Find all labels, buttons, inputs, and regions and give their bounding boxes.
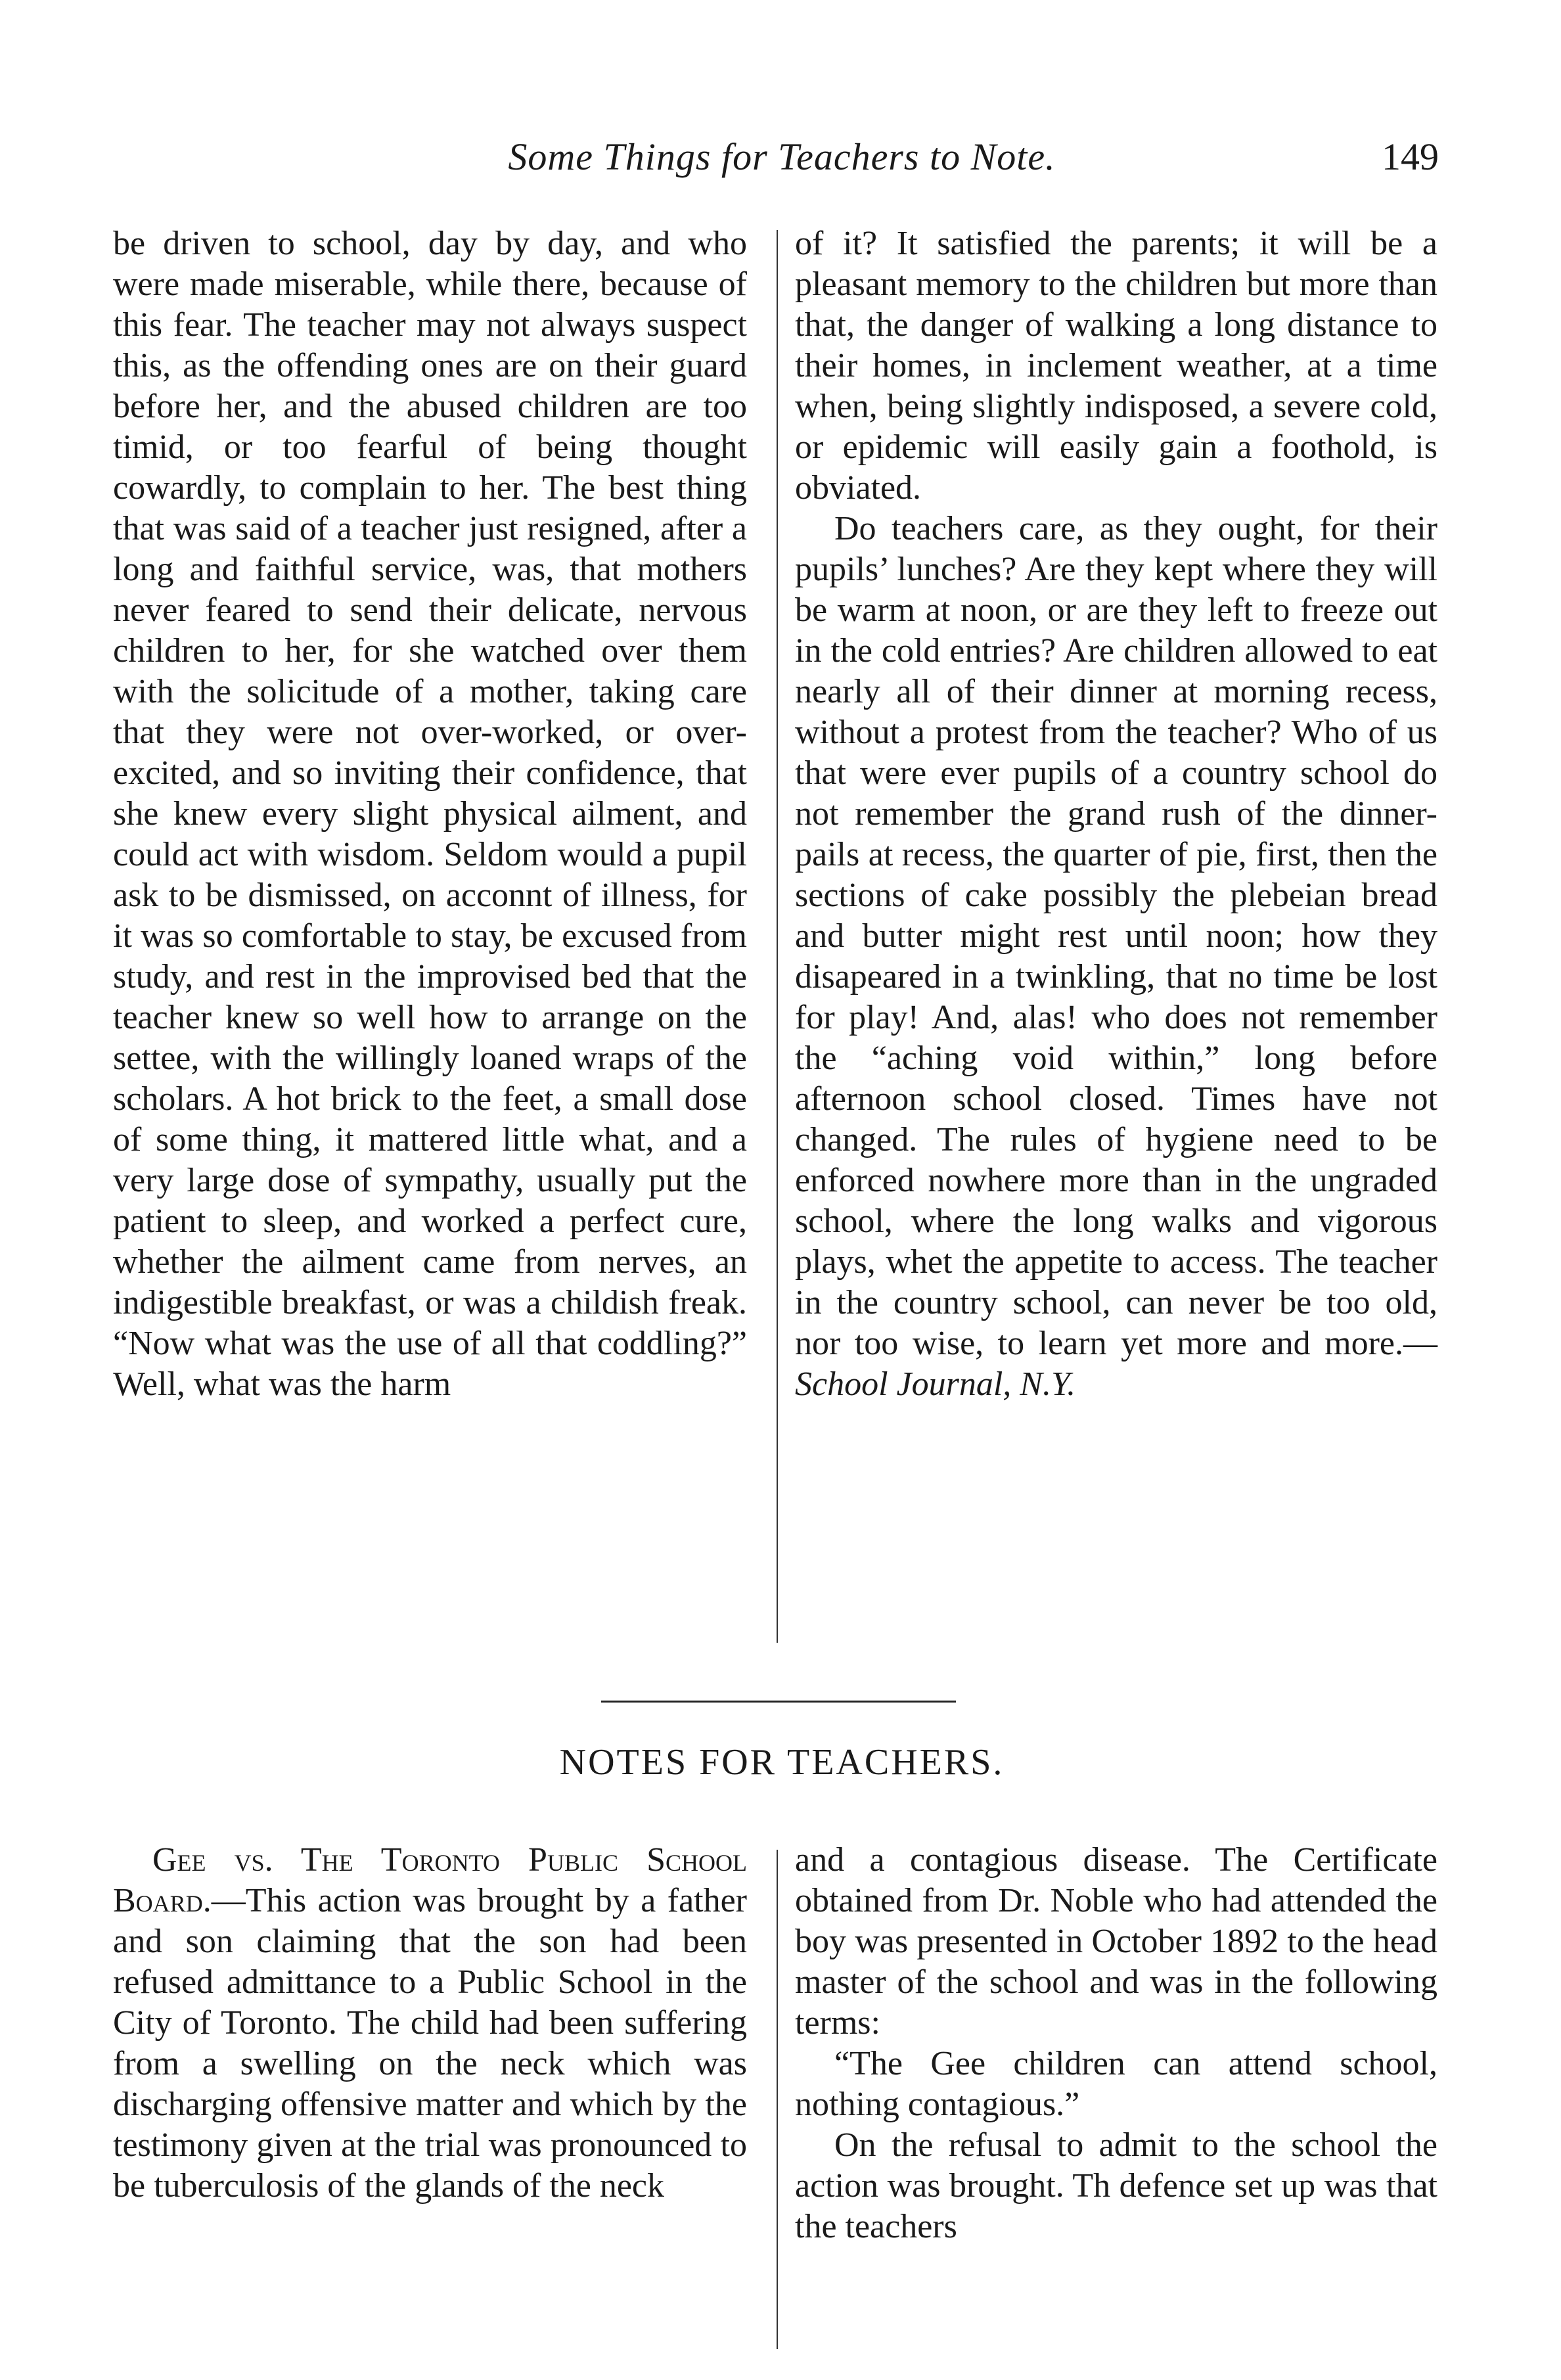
section-heading: NOTES FOR TEACHERS. [559,1742,1005,1783]
notes-right-column [795,1840,1437,2247]
article-right-paragraph-2 [795,509,1437,1405]
article-right-column [795,223,1437,1405]
column-divider-top [777,230,778,1643]
case-title: Gee vs. The Toronto Public School Board. [113,1841,747,1919]
article-source: School Journal, N.Y. [795,1365,1076,1403]
column-divider-bottom [777,1850,778,2349]
notes-left-text: —This action was brought by a father and son claiming that the son had been refused admittance to a Public School in the City of Toronto. The child had been suffering from a swelling on the neck which was discharging offensive matter and which by the testimony given at the trial was pronounced to be tuberculosis of the glands of the neck [113,1882,747,2205]
running-head [112,135,1452,187]
notes-right-paragraph-1: and a contagious disease. The Certificate obtained from Dr. Noble who had attended the boy was presented in October 1892 to the head master of the school and was in the following terms: [795,1841,1437,2042]
notes-right-paragraph-3: On the refusal to admit to the school the action was brought. Th defence set up was that the teachers [795,2126,1437,2245]
notes-left-paragraph [113,1840,747,2207]
running-title: Some Things for Teachers to Note. [508,135,1056,178]
article-right-paragraph-1: of it? It satisfied the parents; it will be a pleasant memory to the children but more than that, the danger of walking a long distance to their homes, in inclement weather, at a time when, being slightly indisposed, a severe cold, or epidemic will easily gain a foothold, is obviated. [795,225,1437,507]
page-number: 149 [1382,135,1439,178]
article-right-paragraph-2-text: Do teachers care, as they ought, for their pupils’ lunches? Are they kept where they will be warm at noon, or are they left to freeze out in the cold entries? Are children allowed to eat nearly all of their dinner at morning recess, without a protest from the teacher? Who of us that were ever pupils of a country school do not remember the grand rush of the dinner-pails at recess, the quarter of pie, first, then the sections of cake possibly the plebeian bread and butter might rest until noon; how they disapeared in a twinkling, that no time be lost for play! And, alas! who does not remember the “aching void within,” long before afternoon school closed. Times have not changed. The rules of hygiene need to be enforced nowhere more than in the ungraded school, where the long walks and vigorous plays, whet the appetite to access. The teacher in the country school, can never be too old, nor too wise, to learn yet more and more.— [795,510,1437,1362]
notes-left-column [113,1840,747,2207]
article-left-column [113,223,747,1405]
notes-right-quote: “The Gee children can attend school, nothing contagious.” [795,2045,1437,2123]
section-divider-rule [601,1701,956,1703]
article-left-paragraph: be driven to school, day by day, and who were made miserable, while there, because of this fear. The teacher may not always suspect this, as the offending ones are on their guard before her, and the abused children are too timid, or too fearful of being thought cowardly, to complain to her. The best thing that was said of a teacher just resigned, after a long and faithful service, was, that mothers never feared to send their delicate, nervous children to her, for she watched over them with the solicitude of a mother, taking care that they were not over-worked, or over-excited, and so inviting their confidence, that she knew every slight physical ailment, and could act with wisdom. Seldom would a pupil ask to be dismissed, on acconnt of illness, for it was so comfortable to stay, be excused from study, and rest in the improvised bed that the teacher knew so well how to arrange on the settee, with the willingly loaned wraps of the scholars. A hot brick to the feet, a small dose of some thing, it mattered little what, and a very large dose of sympathy, usually put the patient to sleep, and worked a perfect cure, whether the ailment came from nerves, an indigestible breakfast, or was a childish freak. “Now what was the use of all that coddling?” Well, what was the harm [113,225,747,1403]
